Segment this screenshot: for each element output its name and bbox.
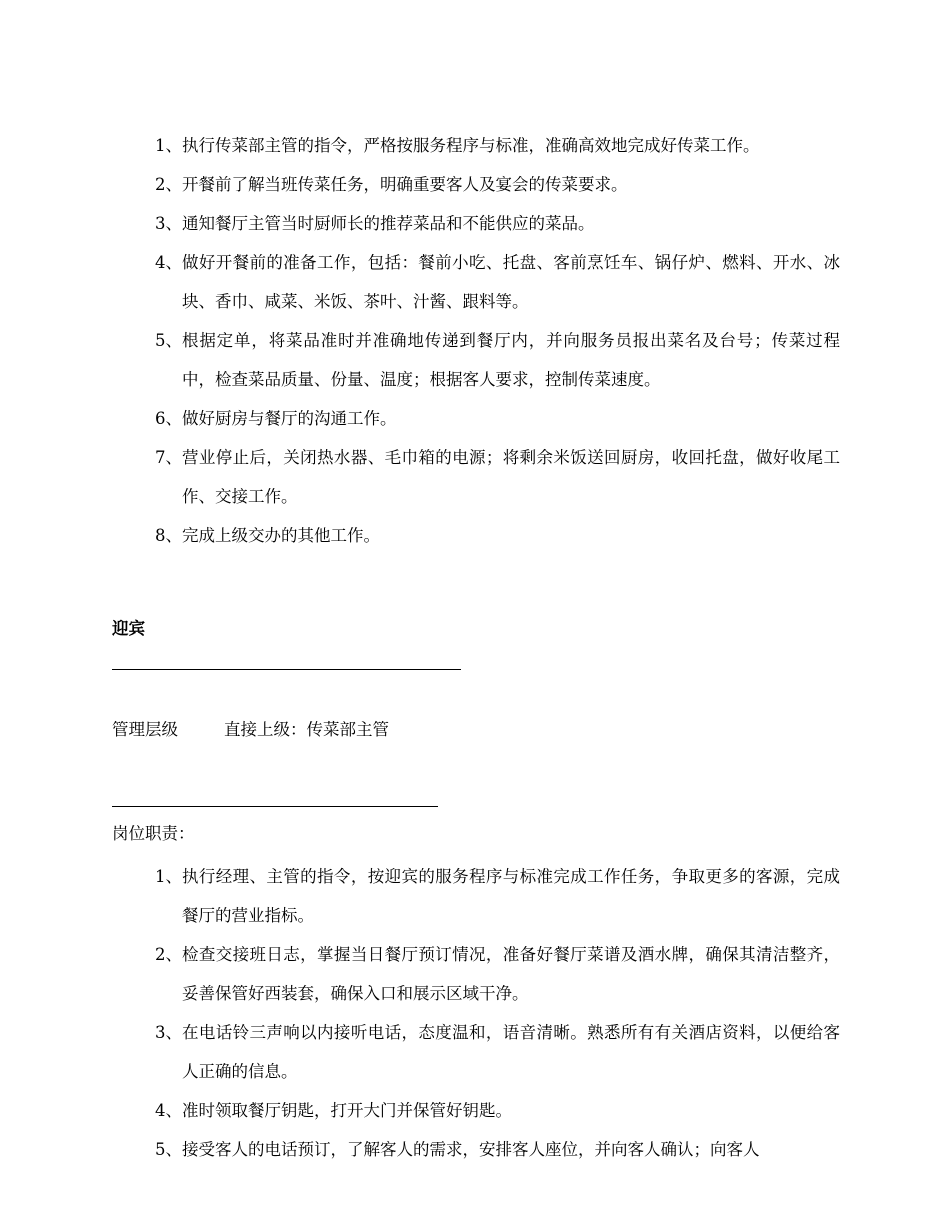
item-text: 执行经理、主管的指令，按迎宾的服务程序与标准完成工作任务，争取更多的客源，完成餐厅的营业指标。 (182, 867, 840, 925)
item-number: 4、 (155, 253, 182, 272)
list-item (155, 1130, 840, 1169)
item-number: 4、 (155, 1101, 182, 1120)
item-text: 营业停止后，关闭热水器、毛巾箱的电源；将剩余米饭送回厨房，收回托盘，做好收尾工作、交接工作。 (182, 448, 840, 506)
item-text: 做好厨房与餐厅的沟通工作。 (182, 409, 397, 428)
list-item (155, 399, 840, 438)
list-item (155, 438, 840, 516)
item-text: 准时领取餐厅钥匙，打开大门并保管好钥匙。 (182, 1101, 512, 1120)
list-item (155, 321, 840, 399)
list-item (155, 1013, 840, 1091)
duties-label: 岗位职责： (112, 824, 195, 843)
divider-line (112, 806, 438, 807)
item-number: 6、 (155, 409, 182, 428)
item-number: 8、 (155, 526, 182, 545)
divider-line (112, 669, 461, 670)
list-item (155, 126, 840, 165)
list-item (155, 935, 840, 1013)
item-number: 7、 (155, 448, 182, 467)
item-text: 做好开餐前的准备工作，包括：餐前小吃、托盘、客前烹饪车、锅仔炉、燃料、开水、冰块、香巾、咸菜、米饭、茶叶、汁酱、跟料等。 (182, 253, 840, 311)
item-text: 通知餐厅主管当时厨师长的推荐菜品和不能供应的菜品。 (182, 214, 595, 233)
item-text: 在电话铃三声响以内接听电话，态度温和，语音清晰。熟悉所有有关酒店资料，以便给客人正确的信息。 (182, 1023, 840, 1081)
item-number: 1、 (155, 136, 182, 155)
list-item (155, 165, 840, 204)
runner-duties-list (155, 126, 840, 555)
item-text: 开餐前了解当班传菜任务，明确重要客人及宴会的传菜要求。 (182, 175, 628, 194)
item-number: 2、 (155, 945, 182, 964)
list-item (155, 243, 840, 321)
item-number: 2、 (155, 175, 182, 194)
management-level-row (112, 718, 389, 742)
item-number: 5、 (155, 331, 182, 350)
list-item (155, 516, 840, 555)
list-item (155, 204, 840, 243)
item-number: 1、 (155, 867, 182, 886)
management-level-label: 管理层级 (112, 720, 178, 739)
item-text: 接受客人的电话预订，了解客人的需求，安排客人座位，并向客人确认；向客人 (182, 1140, 760, 1159)
item-number: 3、 (155, 1023, 182, 1042)
item-text: 执行传菜部主管的指令，严格按服务程序与标准，准确高效地完成好传菜工作。 (182, 136, 760, 155)
list-item (155, 1091, 840, 1130)
item-text: 完成上级交办的其他工作。 (182, 526, 380, 545)
item-text: 检查交接班日志，掌握当日餐厅预订情况，准备好餐厅菜谱及酒水牌，确保其清洁整齐，妥善保管好西装套，确保入口和展示区域干净。 (182, 945, 840, 1003)
item-number: 5、 (155, 1140, 182, 1159)
host-duties-list (155, 857, 840, 1169)
item-text: 根据定单，将菜品准时并准确地传递到餐厅内，并向服务员报出菜名及台号；传菜过程中，检查菜品质量、份量、温度；根据客人要求，控制传菜速度。 (182, 331, 840, 389)
item-number: 3、 (155, 214, 182, 233)
section-title: 迎宾 (112, 619, 145, 638)
direct-supervisor: 直接上级：传菜部主管 (224, 720, 389, 739)
list-item (155, 857, 840, 935)
